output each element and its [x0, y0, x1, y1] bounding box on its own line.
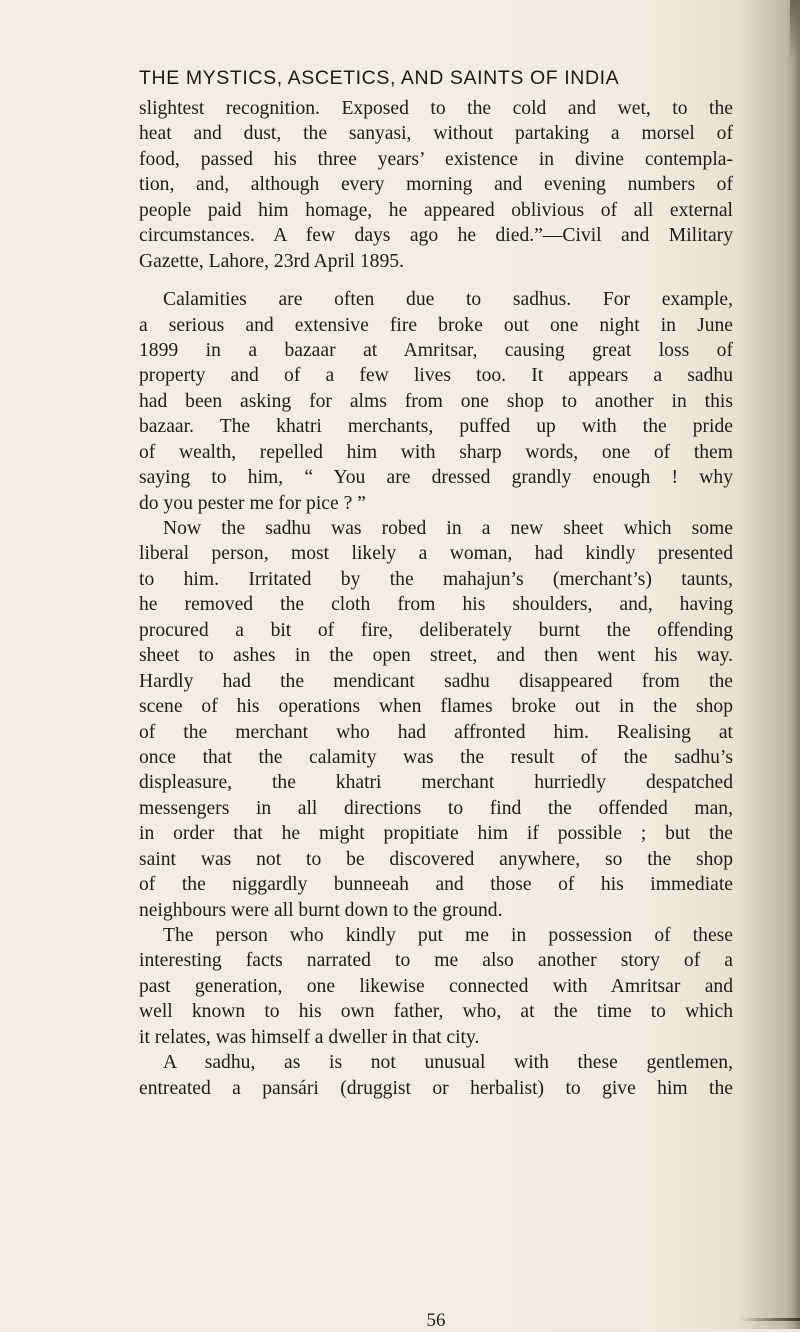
text-line: saint was not to be discovered anywhere, so the shop	[139, 848, 733, 870]
text-line: The person who kindly put me in possession of these	[163, 925, 733, 946]
text-line: past generation, one likewise connected with Amritsar and	[139, 975, 733, 997]
text-line: tion, and, although every morning and evening numbers of	[139, 174, 733, 196]
text-line: neighbours were all burnt down to the ground.	[139, 899, 503, 921]
text-line: food, passed his three years’ existence in divine contempla-	[139, 148, 733, 170]
text-line: Calamities are often due to sadhus. For example,	[163, 289, 733, 311]
body-text	[139, 96, 733, 1101]
text-line: of wealth, repelled him with sharp words, one of them	[139, 441, 733, 463]
text-line: A sadhu, as is not unusual with these gentlemen,	[163, 1052, 733, 1074]
text-line: entreated a pansári (druggist or herbalist) to give him the	[139, 1077, 733, 1099]
text-line: of the niggardly bunneeah and those of his immediate	[139, 874, 733, 896]
text-line: saying to him, “ You are dressed grandly enough ! why	[139, 467, 733, 489]
page-number-label: 56	[426, 1310, 446, 1331]
text-line: procured a bit of fire, deliberately burnt the offending	[139, 619, 733, 641]
text-line: to him. Irritated by the mahajun’s (merchant’s) taunts,	[139, 568, 733, 590]
text-line: interesting facts narrated to me also another story of a	[139, 950, 733, 972]
text-line: once that the calamity was the result of the sadhu’s	[139, 746, 733, 768]
text-line: liberal person, most likely a woman, had kindly presented	[139, 543, 733, 565]
text-line: Gazette, Lahore, 23rd April 1895.	[139, 250, 404, 272]
text-line: Now the sadhu was robed in a new sheet which some	[163, 518, 733, 539]
text-line: it relates, was himself a dweller in that city.	[139, 1026, 480, 1048]
text-line: scene of his operations when flames broke out in the shop	[139, 696, 733, 718]
running-head: THE MYSTICS, ASCETICS, AND SAINTS OF INDIA	[139, 67, 620, 89]
text-line: circumstances. A few days ago he died.”—Civil and Military	[139, 225, 733, 247]
text-line: do you pester me for pice ? ”	[139, 492, 366, 514]
text-line: sheet to ashes in the open street, and then went his way.	[139, 645, 733, 667]
text-line: had been asking for alms from one shop to another in this	[139, 390, 733, 412]
text-line: property and of a few lives too. It appears a sadhu	[139, 365, 733, 387]
text-line: displeasure, the khatri merchant hurriedly despatched	[139, 772, 733, 794]
text-line: 1899 in a bazaar at Amritsar, causing great loss of	[139, 339, 733, 361]
text-line: people paid him homage, he appeared oblivious of all external	[139, 199, 733, 221]
text-line: bazaar. The khatri merchants, puffed up with the pride	[139, 416, 733, 438]
text-line: he removed the cloth from his shoulders, and, having	[139, 594, 733, 616]
text-line: heat and dust, the sanyasi, without partaking a morsel of	[139, 123, 733, 145]
text-line: well known to his own father, who, at the time to which	[139, 1001, 733, 1023]
text-line: messengers in all directions to find the offended man,	[139, 797, 733, 819]
text-line: in order that he might propitiate him if possible ; but the	[139, 823, 733, 845]
scan-edge-mark	[790, 0, 800, 60]
text-line: a serious and extensive fire broke out one night in June	[139, 314, 733, 336]
text-line: slightest recognition. Exposed to the cold and wet, to the	[139, 98, 733, 119]
page-edge-shadow	[786, 0, 800, 1329]
text-line: of the merchant who had affronted him. Realising at	[139, 721, 733, 743]
text-line: Hardly had the mendicant sadhu disappeared from the	[139, 670, 733, 692]
